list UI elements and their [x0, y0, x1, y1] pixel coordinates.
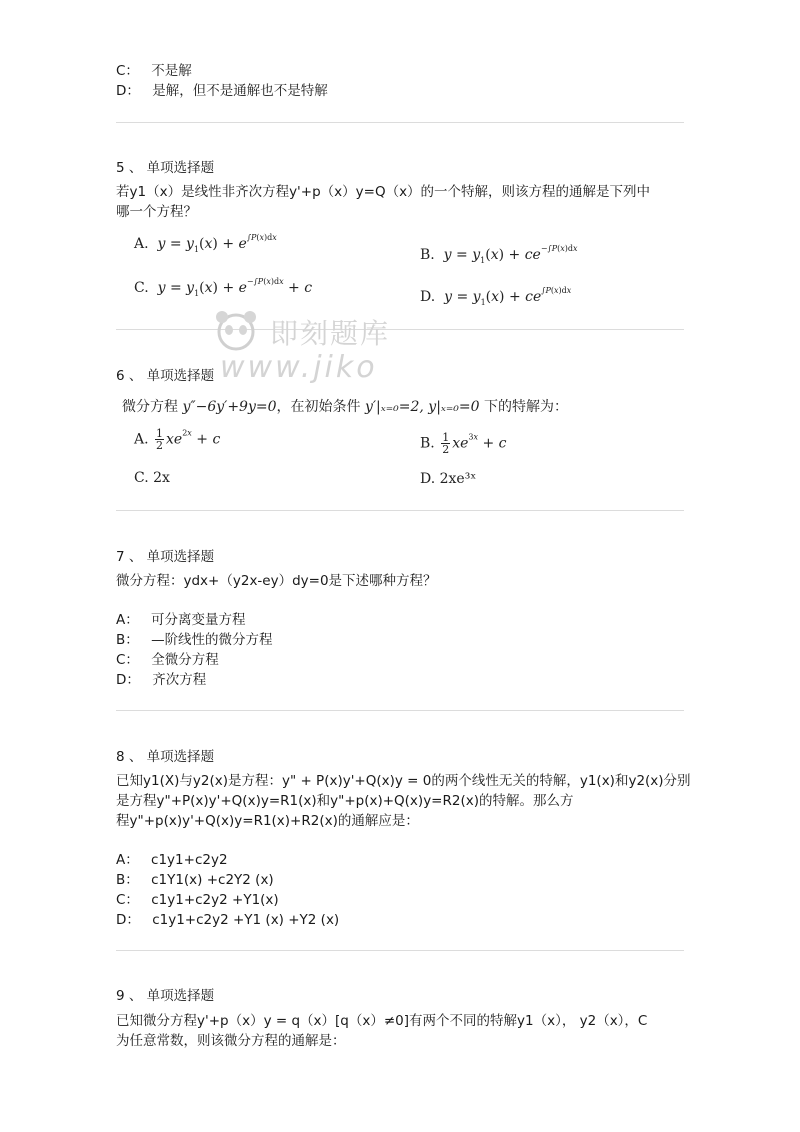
q6-option-d: D. 2xe³ˣ	[420, 471, 477, 487]
q7-option-c	[116, 650, 219, 670]
q5-text-line2: 哪一个方程？	[116, 204, 197, 220]
option-label: C：	[116, 63, 139, 79]
q5-option-d: D. $y = y_1(x) + ce^{\int P(x)dx}$	[420, 286, 572, 307]
q8-option-d	[116, 910, 339, 930]
q6-stem-mid: ，在初始条件	[276, 399, 361, 415]
q4-option-c	[116, 61, 192, 81]
q8-text-line2: 是方程y"+P(x)y'+Q(x)y=R1(x)和y"+p(x)+Q(x)y=R2(x)的特解。那么方	[116, 793, 574, 809]
q7-option-a	[116, 610, 246, 630]
option-text: 可分离变量方程	[151, 612, 246, 628]
q6-stem	[122, 396, 568, 416]
option-label: D：	[116, 912, 140, 928]
q7-header: 7 、 单项选择题	[116, 549, 215, 565]
option-text: c1y1+c2y2 +Y1 (x) +Y2 (x)	[152, 912, 340, 928]
option-text: 不是解	[151, 63, 192, 79]
option-text: —阶线性的微分方程	[151, 632, 273, 648]
option-label: D：	[116, 83, 140, 99]
q8-text-line1: 已知y1(X)与y2(x)是方程：y" + P(x)y'+Q(x)y = 0的两个线性无关的特解，y1(x)和y2(x)分别	[116, 773, 691, 789]
q5-text-line1: 若y1（x）是线性非齐次方程y'+p（x）y=Q（x）的一个特解，则该方程的通解是下列中	[116, 184, 651, 200]
option-text: c1Y1(x) +c2Y2 (x)	[151, 872, 274, 888]
option-text: 齐次方程	[152, 672, 207, 688]
watermark	[212, 306, 432, 396]
q6-option-b: B. $\frac{1}{2} xe^{3x} + c$	[420, 431, 507, 456]
option-text: 是解，但不是通解也不是特解	[152, 83, 328, 99]
q6-option-a: A. $\frac{1}{2} xe^{2x} + c$	[134, 427, 221, 452]
q8-option-c	[116, 890, 279, 910]
option-text: c1y1+c2y2	[151, 852, 228, 868]
q8-text-line3: 程y"+p(x)y'+Q(x)y=R1(x)+R2(x)的通解应是：	[116, 813, 419, 829]
option-text: 全微分方程	[151, 652, 219, 668]
q5-option-a: A. $y = y_1(x) + e^{\int P(x)dx}$	[134, 233, 277, 254]
q6-stem-suffix: 下的特解为：	[483, 399, 568, 415]
q4-option-d	[116, 81, 328, 101]
q6-header: 6 、 单项选择题	[116, 368, 215, 384]
q5-option-b: B. $y = y_1(x) + ce^{-\int P(x)dx}$	[420, 244, 578, 265]
q8-option-b	[116, 870, 274, 890]
divider	[116, 510, 684, 511]
option-text: c1y1+c2y2 +Y1(x)	[151, 892, 279, 908]
divider	[116, 710, 684, 711]
q7-option-d	[116, 670, 206, 690]
option-label: A：	[116, 852, 139, 868]
option-label: C：	[116, 892, 139, 908]
option-label: B：	[116, 872, 139, 888]
option-label: C：	[116, 652, 139, 668]
option-label: B：	[116, 632, 139, 648]
q5-option-c: C. $y = y_1(x) + e^{-\int P(x)dx} + c$	[134, 277, 313, 298]
watermark-url: www.jiko	[220, 350, 378, 385]
q7-option-b	[116, 630, 273, 650]
watermark-brand: 即刻题库	[270, 317, 391, 350]
option-label: D：	[116, 672, 140, 688]
divider	[116, 950, 684, 951]
option-label: A：	[116, 612, 139, 628]
q6-stem-cond: y′|ₓ₌₀=2, y|ₓ₌₀=0	[364, 399, 480, 415]
panda-logo-icon	[212, 306, 260, 354]
divider	[116, 122, 684, 123]
q8-option-a	[116, 850, 228, 870]
q8-header: 8 、 单项选择题	[116, 749, 215, 765]
q6-stem-eq: y″−6y′+9y=0	[182, 399, 277, 415]
q9-text-line1: 已知微分方程y'+p（x）y = q（x）[q（x）≠0]有两个不同的特解y1（x）， y2（x），C	[116, 1013, 648, 1029]
q6-option-c: C. 2x	[134, 470, 170, 486]
q9-text-line2: 为任意常数，则该微分方程的通解是：	[116, 1033, 346, 1049]
q5-header: 5 、 单项选择题	[116, 160, 215, 176]
q7-text: 微分方程：ydx+（y2x-ey）dy=0是下述哪种方程？	[116, 573, 437, 589]
q9-header: 9 、 单项选择题	[116, 988, 215, 1004]
q6-stem-prefix: 微分方程	[122, 399, 178, 415]
